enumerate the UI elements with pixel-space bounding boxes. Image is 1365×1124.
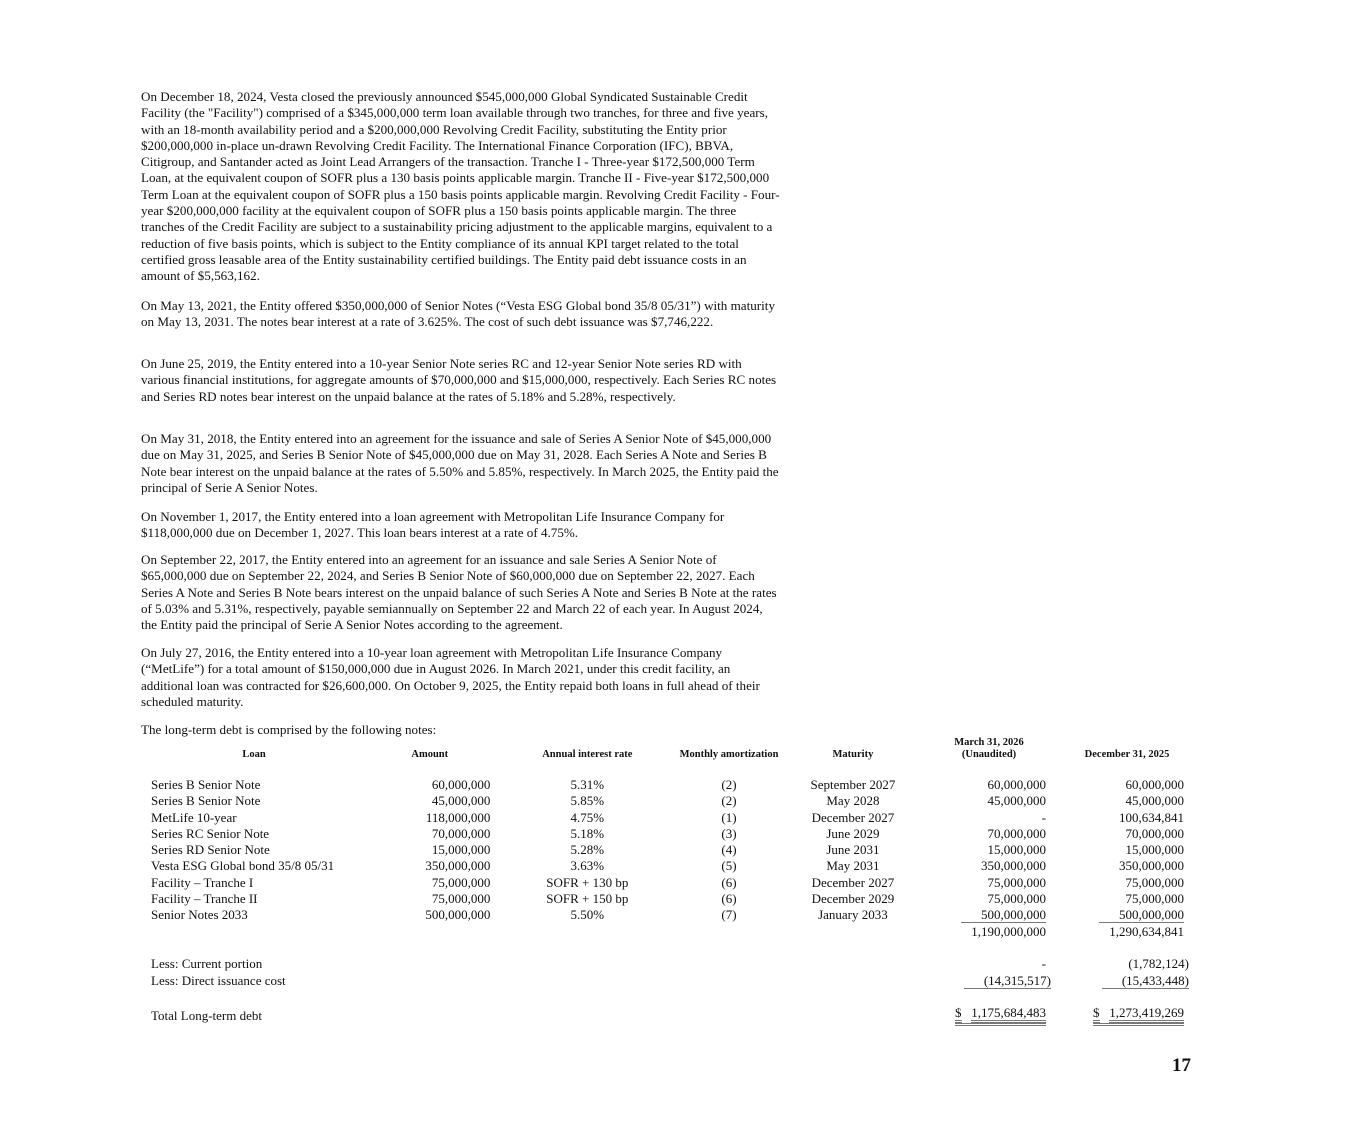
- loan-cell: Series RD Senior Note: [151, 842, 270, 858]
- interest-rate-cell: 5.50%: [570, 907, 605, 923]
- less-current-march: -: [1041, 956, 1046, 972]
- interest-rate-cell: 4.75%: [570, 809, 605, 825]
- loan-cell: MetLife 10-year: [151, 809, 237, 825]
- march-2026-cell: 500,000,000: [961, 908, 1046, 923]
- december-2025-cell: 500,000,000: [1099, 908, 1184, 923]
- less-issuance-march: (14,315,517): [964, 974, 1051, 989]
- table-row: [141, 777, 1196, 793]
- amortization-cell: (4): [721, 842, 737, 858]
- march-2026-cell: 70,000,000: [987, 825, 1046, 841]
- total-march: 1,175,684,483: [971, 1006, 1046, 1023]
- table-row: [141, 810, 1196, 826]
- march-2026-cell: 350,000,000: [981, 858, 1046, 874]
- table-row: [141, 826, 1196, 842]
- paragraph-metlife-2017: On November 1, 2017, the Entity entered into a loan agreement with Metropolitan Life Insurance Company for $118,000,000 due on December 1, 2027. This loan bears interest at a rate of 4.75%.: [141, 509, 725, 541]
- amortization-cell: (1): [721, 809, 737, 825]
- total-march-currency: $: [955, 1006, 962, 1023]
- header-march-date: March 31, 2026: [954, 737, 1024, 748]
- header-loan: Loan: [242, 749, 266, 760]
- maturity-cell: May 2031: [826, 858, 880, 874]
- loan-cell: Vesta ESG Global bond 35/8 05/31: [151, 858, 335, 874]
- march-2026-cell: 60,000,000: [987, 777, 1046, 792]
- table-row: [141, 858, 1196, 874]
- less-current-december: (1,782,124): [1128, 956, 1189, 972]
- interest-rate-cell: SOFR + 130 bp: [546, 874, 629, 890]
- amortization-cell: (5): [721, 858, 737, 874]
- december-2025-cell: 100,634,841: [1119, 809, 1184, 825]
- header-interest-rate: Annual interest rate: [542, 749, 633, 760]
- total-december: 1,273,419,269: [1109, 1006, 1184, 1023]
- amount-cell: 118,000,000: [425, 809, 491, 825]
- maturity-cell: September 2027: [810, 777, 896, 792]
- amortization-cell: (2): [721, 793, 737, 809]
- table-row: [141, 907, 1196, 923]
- total-label: Total Long-term debt: [151, 1007, 263, 1023]
- header-unaudited: (Unaudited): [961, 749, 1017, 760]
- march-2026-cell: -: [1041, 809, 1046, 825]
- amount-cell: 350,000,000: [425, 858, 491, 874]
- amortization-cell: (7): [721, 907, 737, 923]
- interest-rate-cell: 5.31%: [570, 777, 605, 792]
- paragraph-series-a-b-2017: On September 22, 2017, the Entity entered into an agreement for an issuance and sale Series A Senior Note of $65,000,000 due on September 22, 2024, and Series B Senior Note of $60,000,000 due on September 22, 2027. Each Series A Note and Series B Note bears interest on the unpaid balance of such Series A Note and Series B Note at the rates of 5.03% and 5.31%, respectively, payable semiannually on September 22 and March 22 of each year. In August 2024, the Entity paid the principal of Serie A Senior Notes according to the agreement.: [141, 552, 777, 633]
- maturity-cell: June 2029: [826, 825, 880, 841]
- maturity-cell: December 2027: [811, 809, 895, 825]
- header-december-2025: December 31, 2025: [1084, 749, 1170, 760]
- table-row: [141, 842, 1196, 858]
- march-2026-cell: 75,000,000: [987, 874, 1046, 890]
- maturity-cell: December 2027: [811, 874, 895, 890]
- december-2025-cell: 350,000,000: [1119, 858, 1184, 874]
- december-2025-cell: 70,000,000: [1125, 825, 1184, 841]
- december-2025-cell: 75,000,000: [1125, 891, 1184, 907]
- amount-cell: 60,000,000: [431, 777, 491, 792]
- amount-cell: 75,000,000: [431, 874, 491, 890]
- interest-rate-cell: 5.18%: [570, 825, 605, 841]
- table-row: [141, 793, 1196, 809]
- december-2025-cell: 75,000,000: [1125, 874, 1184, 890]
- table-row: [141, 875, 1196, 891]
- interest-rate-cell: 5.28%: [570, 842, 605, 858]
- less-current-label: Less: Current portion: [151, 956, 263, 972]
- loan-cell: Facility – Tranche II: [151, 891, 258, 907]
- loan-cell: Series RC Senior Note: [151, 825, 270, 841]
- interest-rate-cell: 5.85%: [570, 793, 605, 809]
- loan-cell: Facility – Tranche I: [151, 874, 254, 890]
- maturity-cell: May 2028: [826, 793, 880, 809]
- loan-cell: Series B Senior Note: [151, 793, 261, 809]
- amount-cell: 500,000,000: [425, 907, 491, 923]
- header-march-2026: [920, 737, 1058, 773]
- loan-cell: Series B Senior Note: [151, 777, 261, 792]
- amount-cell: 15,000,000: [431, 842, 491, 858]
- header-amount: Amount: [411, 749, 449, 760]
- subtotal-row: [141, 924, 1196, 940]
- maturity-cell: December 2029: [811, 891, 895, 907]
- paragraph-credit-facility: On December 18, 2024, Vesta closed the previously announced $545,000,000 Global Syndicated Sustainable Credit Facility (the "Facility") comprised of a $345,000,000 term loan available through two tranches, for three and five years, with an 18-month availability period and a $200,000,000 Revolving Credit Facility, substituting the Entity prior $200,000,000 in-place un-drawn Revolving Credit Facility. The International Finance Corporation (IFC), BBVA, Citigroup, and Santander acted as Joint Lead Arrangers of the transaction. Tranche I - Three-year $172,500,000 Term Loan, at the equivalent coupon of SOFR plus a 130 basis points applicable margin. Tranche II - Five-year $172,500,000 Term Loan at the equivalent coupon of SOFR plus a 150 basis points applicable margin. Revolving Credit Facility - Four-year $200,000,000 facility at the equivalent coupon of SOFR plus a 150 basis points applicable margin. The three tranches of the Credit Facility are subject to a sustainability pricing adjustment to the applicable margins, equivalent to a reduction of five basis points, which is subject to the Entity compliance of its annual KPI target related to the total certified gross leasable area of the Entity sustainability certified buildings. The Entity paid debt issuance costs in an amount of $5,563,162.: [141, 89, 780, 284]
- less-current-row: [141, 956, 1196, 972]
- amortization-cell: (6): [721, 874, 737, 890]
- amount-cell: 70,000,000: [431, 825, 491, 841]
- total-december-currency: $: [1093, 1006, 1100, 1023]
- page-number: 17: [1172, 1055, 1191, 1076]
- less-issuance-row: [141, 973, 1196, 989]
- march-2026-cell: 45,000,000: [987, 793, 1046, 809]
- long-term-debt-table: [141, 737, 1196, 1026]
- december-2025-cell: 45,000,000: [1125, 793, 1184, 809]
- interest-rate-cell: 3.63%: [570, 858, 605, 874]
- less-issuance-december: (15,433,448): [1102, 974, 1189, 989]
- table-row: [141, 891, 1196, 907]
- march-2026-cell: 75,000,000: [987, 891, 1046, 907]
- less-issuance-label: Less: Direct issuance cost: [151, 972, 286, 988]
- amortization-cell: (6): [721, 891, 737, 907]
- interest-rate-cell: SOFR + 150 bp: [546, 891, 629, 907]
- header-monthly-amortization: Monthly amortization: [679, 749, 779, 760]
- header-maturity: Maturity: [832, 749, 874, 760]
- amount-cell: 75,000,000: [431, 891, 491, 907]
- december-2025-cell: 60,000,000: [1125, 777, 1184, 792]
- amortization-cell: (2): [721, 777, 737, 792]
- subtotal-march: 1,190,000,000: [971, 923, 1046, 939]
- table-intro: The long-term debt is comprised by the following notes:: [141, 722, 437, 737]
- loan-cell: Senior Notes 2033: [151, 907, 248, 923]
- amortization-cell: (3): [721, 825, 737, 841]
- amount-cell: 45,000,000: [431, 793, 491, 809]
- total-row: [141, 1005, 1196, 1026]
- paragraph-series-rc-rd: On June 25, 2019, the Entity entered into a 10-year Senior Note series RC and 12-year Senior Note series RD with various financial institutions, for aggregate amounts of $70,000,000 and $15,000,000, respectively. Each Series RC notes and Series RD notes bear interest on the unpaid balance at the rates of 5.18% and 5.28%, respectively.: [141, 356, 777, 404]
- paragraph-esg-bond: On May 13, 2021, the Entity offered $350,000,000 of Senior Notes (“Vesta ESG Global bond 35/8 05/31”) with maturity on May 13, 2031. The notes bear interest at a rate of 3.625%. The cost of such debt issuance was $7,746,222.: [141, 298, 775, 330]
- maturity-cell: June 2031: [826, 842, 880, 858]
- december-2025-cell: 15,000,000: [1125, 842, 1184, 858]
- paragraph-metlife-2016: On July 27, 2016, the Entity entered into a 10-year loan agreement with Metropolitan Life Insurance Company (“MetLife”) for a total amount of $150,000,000 due in August 2026. In March 2021, under this credit facility, an additional loan was contracted for $26,600,000. On October 9, 2025, the Entity repaid both loans in full ahead of their scheduled maturity.: [141, 645, 760, 709]
- paragraph-series-a-b-2018: On May 31, 2018, the Entity entered into an agreement for the issuance and sale of Series A Senior Note of $45,000,000 due on May 31, 2025, and Series B Senior Note of $45,000,000 due on May 31, 2028. Each Series A Note and Series B Note bear interest on the unpaid balance at the rates of 5.50% and 5.85%, respectively. In March 2025, the Entity paid the principal of Serie A Senior Notes.: [141, 431, 779, 495]
- maturity-cell: January 2033: [818, 907, 888, 923]
- march-2026-cell: 15,000,000: [987, 842, 1046, 858]
- table-header-row: [141, 737, 1196, 773]
- subtotal-december: 1,290,634,841: [1109, 923, 1184, 939]
